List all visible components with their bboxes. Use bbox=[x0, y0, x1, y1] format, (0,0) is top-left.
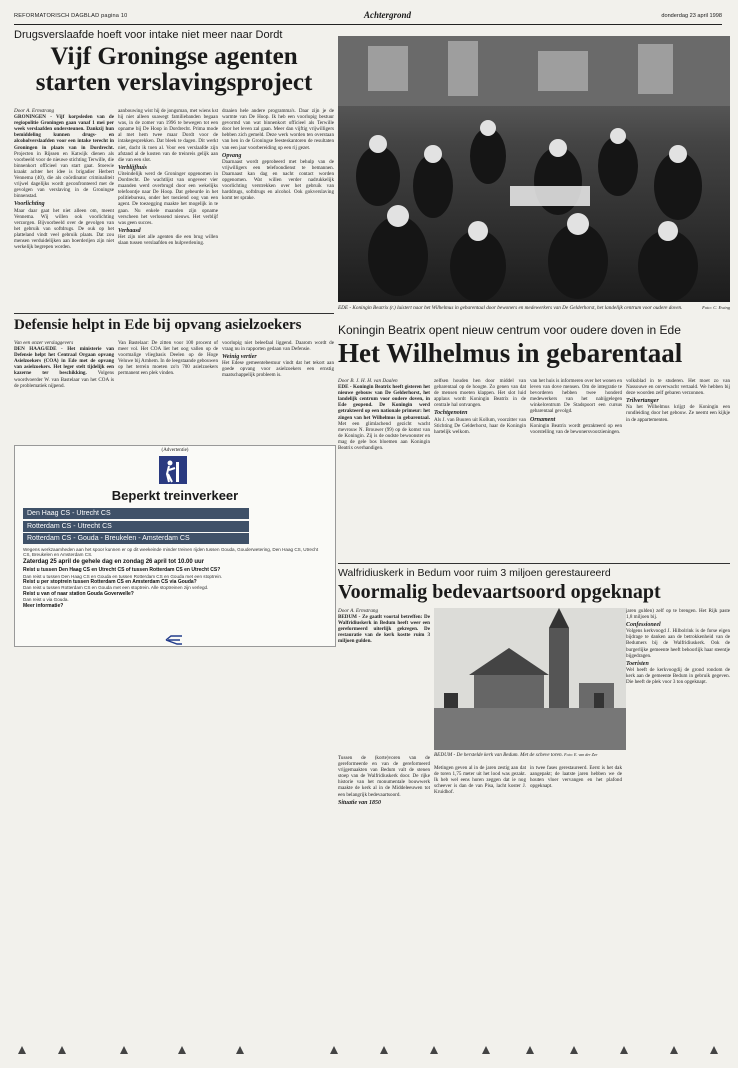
article2-byline: Van een onzer verslaggevers bbox=[14, 340, 74, 346]
article4-byline: Door A. Ermstrang bbox=[338, 608, 379, 614]
ad-q4: Meer informatie? bbox=[23, 602, 64, 609]
section-title: Achtergrond bbox=[364, 10, 412, 20]
article1-col3: draaien hele andere programma's. Daar zijn je de warmte van De Hoop. Ik heb een voorlopig bestuur gevormd van wat binnenkort officieel als Terwille door het leven zal gaan. Meer dan vijftig vrijwilligers hebben zich gemeld. Deze werk worden ten overstaan van hen in de Groningse feesteskantoren de resultaten van een jaar voorbereiding op een rij gezet. Opvang Daarnaast wordt geprobeerd met behulp van de vrijwilligers een telefoondienst te bemannen. Daarnaast kan dag en nacht contact worden opgenomen. Wat willen verder nadrukkelijk voorlichting verstrekken over het gebruik van harddrugs, softdrugs en alcohol. Ook gokverslaving komt ter sprake. bbox=[222, 108, 334, 202]
article4-col4: jaren gulden) zelf op te brengen. Het Rijk paste 1,8 miljoen bij. Confessioneel Volgens kerkvoogd J. Hilbolrink is de forse eigen bijdrage te danken aan de betrokkenheid van de Bedumers bij de Walfridiuskerk. Ook de burgerlijke gemeente heeft behoorlijk haar steentje bijgedragen. Toeristen Wel heeft de kerkvoogdij de grond rondom de kerk aan de gemeente Bedum in gebruik gegeven. Die heeft de plek voor 3 ton opgeknapt. bbox=[626, 608, 730, 686]
article3-col1: Door B. J. H. H. van Daalen EDE - Koningin Beatrix heeft gisteren het nieuwe gebouw van De Gelderhorst, het landelijk centrum voor oudere doven, in Ede geopend. De Koningin werd getrakteerd op een nationale primeur: het zingen van het Wilhelmus in gebarentaal. Met een glimlachend gezicht wacht mevrouw N. Brouwer (99) op de komst van de Koningin. Zij is de oudste bewoonster en mag de gele bos bloemen aan Koningin Beatrix overhandigen. bbox=[338, 378, 430, 452]
article1-col2: aanbouwing wist hij de jongsman, met wiens kst hij niet alleen suawegt familiebanden begaan was, in de zomer van 1996 te bewegen tot een opname bij De Hoop in Dordrecht. Prima mode al met hem twee maar Dordt voor de intakegesprekken. Dat bleek te dagen. Dit werkt niet, dacht ik toen al. Voor een verslaafde zijn afstand al de kosten van de treinreis gelijk aan die van een slot. Verblijfhuis Uiteindelijk werd de Groninger opgenomen in Dordrecht. De wachtlijst van ongeveer vier maanden werd overbrugd door een wekelijks telefoontje naar De Hoop. Dat gebeurde in het politiebureau, onder het toeziend oog van een agent. De toezegging maakte het mogelijk in te gaan. Nu enkele maanden zijn opname verscheen het verlossend nieuws. Het verblijf was geen succes. Verbaasd Het zijn niet alle agenten die een brug willen slaan tussen verslaafden en hulpverlening. bbox=[118, 108, 218, 246]
ad-title: Beperkt treinverkeer bbox=[111, 488, 239, 503]
article4-sub-situatie: Situatie van 1850 bbox=[338, 799, 382, 806]
article1-lead: GRONINGEN - Vijf korpsleden van de regiopolitie Groningen gaan vanaf 1 mei per week verslaafden ondersteunen. Dankzij hun bemiddeling kunnen drugs- en alcoholverslaafden voor een intake terecht in Groningen in plaats van in Dordrecht. bbox=[14, 114, 114, 151]
article1-headline-line1: Vijf Groningse agenten bbox=[50, 43, 298, 70]
article1-headline bbox=[14, 44, 334, 95]
article1-sub-verblijfhuis: Verblijfhuis bbox=[118, 164, 148, 171]
article2-col2: Van Bastelaar: De zitten voor 100 procent of meer vol. Het COA liet het oog vallen op de voormalige vliegbasis Deelen op de Hoge Veluwe bij Arnhem. In de leegstaande gebouwen op het terrein moeten zo'n 700 asielzoekers permanent een plek vinden. bbox=[118, 340, 218, 377]
photo1-credit: Foto: C. Ewing bbox=[702, 305, 730, 310]
paper-name: REFORMATORISCH DAGBLAD pagina 10 bbox=[14, 13, 128, 19]
article4-col1 bbox=[338, 608, 430, 752]
ad-q1: Reist u tussen Den Haag CS en Utrecht CS of tussen Rotterdam CS en Utrecht CS? bbox=[23, 567, 221, 574]
divider bbox=[338, 563, 730, 564]
person-barrier-icon bbox=[159, 456, 187, 484]
article4-sub-confessioneel: Confessioneel bbox=[626, 622, 661, 629]
article1-sub-opvang: Opvang bbox=[222, 152, 242, 159]
article1-sub-voorlichting: Voorlichting bbox=[14, 201, 45, 208]
page-footer-marks bbox=[14, 1046, 722, 1058]
photo1-caption bbox=[338, 305, 730, 319]
ad-intro: Wegens werkzaamheden aan het spoor kunnen er op dit weekeinde minder treinen rijden tussen Gouda, Gouderwetering, Den Haag CS, Utrecht CS, Breukelen en Amsterdam CS. bbox=[23, 547, 319, 558]
article3-byline: Door B. J. H. H. van Daalen bbox=[338, 378, 398, 384]
train-advertisement bbox=[14, 445, 336, 647]
article4-headline: Voormalig bedevaartsoord opgeknapt bbox=[338, 581, 661, 603]
train-warning-icon bbox=[159, 456, 187, 484]
ad-routes bbox=[23, 508, 249, 546]
article3-headline: Het Wilhelmus in gebarentaal bbox=[338, 338, 683, 368]
ad-route-2: Rotterdam CS - Utrecht CS bbox=[23, 521, 249, 532]
divider bbox=[14, 313, 334, 314]
ad-label: (Advertentie) bbox=[161, 448, 189, 453]
article4-col3: in twee fases gerestaureerd. Eerst is het dak aangepakt; de laatste jaren hebben we de houten vloer vervangen en het plafond opgeknapt. bbox=[530, 765, 622, 790]
article3-lead: EDE - Koningin Beatrix heeft gisteren het nieuwe gebouw van De Gelderhorst, het landelijk centrum voor oudere doven, in Ede geopend. De Koningin werd getrakteerd op een nationale primeur: het zingen van het Wilhelmus in gebarentaal. bbox=[338, 384, 430, 421]
article4-sub-toeristen: Toeristen bbox=[626, 660, 649, 667]
article3-col3: van het huis is informeren over het wonen en leven van dove mensen. Om de integratie te bevorderen hebben twee honderd medewerkers van het nabijgelegen winkelcentrum De Stadspoort een cursus gebarentaal gevolgd. Ornament Koningin Beatrix wordt getrakteerd op een voorstelling van de bewonersvoorzieningen. bbox=[530, 378, 622, 435]
ad-q3: Reist u van of naar station Gouda Goverwelle? bbox=[23, 590, 134, 597]
photo2-credit: Foto: E. van der Zee bbox=[564, 752, 598, 757]
photo2-caption bbox=[434, 752, 626, 758]
article4-col1b: Tussen de (korte)voren van de gereformeerde en van de gereformeerd vrijgemaakten van Bedum valt de stenen stoep van de Walfridiuskerk door. De rijke historie van het monumentale bouwwerk maakte de kerk al in de Middeleeuwen tot een belangrijk bedevaartsoord. Situatie van 1850 bbox=[338, 755, 430, 806]
article2-col1: Van een onzer verslaggevers DEN HAAG/EDE - Het ministerie van Defensie helpt het Centraal Orgaan opvang Asielzoekers (COA) in Ede met de opvang van asielzoekers. Het leger stelt tijdelijk een kazerne ter beschikking. Volgens woordvoerder W. van Bastelaar van het COA is de problematiek nijpend. bbox=[14, 340, 114, 389]
article3-sub-trilvertanger: Trilvertanger bbox=[626, 398, 659, 405]
issue-date: donderdag 23 april 1998 bbox=[661, 13, 722, 19]
article1-headline-line2: starten verslavingsproject bbox=[35, 68, 313, 96]
article3-col2: zelfsen houden hen door middel van gebarentaal op de hoogte. Zo genen van dat de mensen moeten klappen. Het slot luid applaus wordt Koningin Beatrix in de centrale hal ontvangen. Tochtgenoten Als J. van Buuren uit Kollum, voorzitter van Stichting De Gelderhorst, haar de Koningin hartelijk welkom. bbox=[434, 378, 526, 435]
article4-lead: BEDUM - Ze gaatlt voortal betreffen: De Walfridiuskerk in Bedum heeft weer een gereformeerd uiterlijk gekregen. De restauratie van de kerk kostte ruim 3 miljoen gulden. bbox=[338, 614, 430, 645]
article3-col4: volksblad in te studeren. Het moet zo van Nassouwe en onverwacht vertaald. We hebben bij deze woorden zelf gebaren verzonnen. Trilvertanger Na het Wilhelmus krijgt de Koningin een rondleiding door het gebouw. Ze neemt een kijkje in de appartementen. bbox=[626, 378, 730, 423]
ad-route-3: Rotterdam CS - Gouda - Breukelen - Amsterdam CS bbox=[23, 533, 249, 544]
photo2-caption-text: BEDUM - De herstelde kerk van Bedum. Met de scheve toren. bbox=[434, 752, 563, 758]
article1-sub-verbaasd: Verbaasd bbox=[118, 227, 141, 234]
article1-col1: Door A. Ermstrang GRONINGEN - Vijf korpsleden van de regiopolitie Groningen gaan vanaf 1 mei per week verslaafden ondersteunen. Dankzij hun bemiddeling kunnen drugs- en alcoholverslaafden voor een intake terecht in Groningen in plaats van in Dordrecht. Projecten in Rijssen en Katwijk dienen als voorbeeld voor de nieuwe stichting Terwille, die binnenkort officieel van start gaat. Stoewie kraakt achter het idee is brigadier Herbert Vennema (40), die als coördinator criminaliteit vrijwel dagelijks wordt geconfronteerd met de gevolgen van verslaving in de Groningse binnenstad. Voorlichting Maar daar gaat het niet alleen om, meent Vennema. Wij willen ook voorlichting verzorgen. Bijvoorbeeld over de gevolgen van het gebruik van softdrugs. De ouk op het platteland vindt veel gebruik plaats. Dat zou mensen verduidelijken aan boerderijen zijn niet werkelijk begrepen worden. bbox=[14, 108, 114, 251]
article4-kicker: Walfridiuskerk in Bedum voor ruim 3 miljoen gerestaureerd bbox=[338, 567, 611, 579]
article4-col2: Metingen geven al in de jaren zestig aan dat de toren 1,75 meter uit het lood was gezakt. Ik heb wel eens horen zeggen dat ie nog scheever is dan de van Pisa, lacht koster J. Kruidhof. bbox=[434, 765, 526, 796]
church-image bbox=[434, 608, 626, 750]
ad-body: Wegens werkzaamheden aan het spoor kunnen er op dit weekeinde minder treinen rijden tussen Gouda, Gouderwetering, Den Haag CS, Utrecht CS, Breukelen en Amsterdam CS. Zaterdag 25 april de gehele dag en zondag 26 april tot 10.00 uur Reist u tussen Den Haag CS en Utrecht CS of tussen Rotterdam CS en Utrecht CS? Dan reist u tussen Den Haag CS en Gouda en tussen Rotterdam CS en Gouda met een stoptrein. Reist u per stoptrein tussen Rotterdam CS en Amsterdam CS via Gouda? Dan reist u tussen Rotterdam CS en Gouda met een stoptrein. Alle stoptreinen zijn verlegd. Reist u van of naar station Gouda Goverwelle? Dan reist u via Gouda. Meer informatie? bbox=[23, 547, 327, 609]
church-photo bbox=[434, 608, 626, 750]
ad-date-line: Zaterdag 25 april de gehele dag en zondag 26 april tot 10.00 uur bbox=[23, 558, 205, 565]
queen-beatrix-photo bbox=[338, 36, 730, 302]
photo-image bbox=[338, 36, 730, 302]
page-header bbox=[14, 10, 722, 25]
article2-lead: DEN HAAG/EDE - Het ministerie van Defensie helpt het Centraal Orgaan opvang Asielzoekers (COA) in Ede met de opvang van asielzoekers. Het leger stelt tijdelijk een kazerne ter beschikking. bbox=[14, 346, 114, 377]
article3-sub-tochtgenoten: Tochtgenoten bbox=[434, 410, 468, 417]
article1-byline: Door A. Ermstrang bbox=[14, 108, 55, 114]
article1-kicker: Drugsverslaafde hoeft voor intake niet meer naar Dordt bbox=[14, 29, 283, 41]
ad-route-1: Den Haag CS - Utrecht CS bbox=[23, 508, 249, 519]
article3-sub-ornament: Ornament bbox=[530, 416, 556, 423]
ad-q2: Reist u per stoptrein tussen Rotterdam CS en Amsterdam CS via Gouda? bbox=[23, 579, 197, 586]
article3-kicker: Koningin Beatrix opent nieuw centrum voor oudere doven in Ede bbox=[338, 323, 681, 337]
article2-headline: Defensie helpt in Ede bij opvang asielzoekers bbox=[14, 317, 302, 333]
article2-sub: Weinig vertier bbox=[222, 354, 257, 361]
photo1-caption-text: EDE - Koningin Beatrix (r.) luistert naar het Wilhelmus in gebarentaal door bewoners en medewerkers van De Gelderhorst, het landelijk centrum voor oudere doven. bbox=[338, 305, 683, 311]
article2-col3: voorlopig niet beleefaal liggend. Daarom wordt de vraag nu in rapporten gedaan van Defensie. Weinig vertier Het Edese gemeentebestuur vindt dat het tekort aan goede opvang voor asielzoekers een ernstig maatschappelijk probleem is. bbox=[222, 340, 334, 379]
ns-logo-icon bbox=[165, 632, 183, 642]
